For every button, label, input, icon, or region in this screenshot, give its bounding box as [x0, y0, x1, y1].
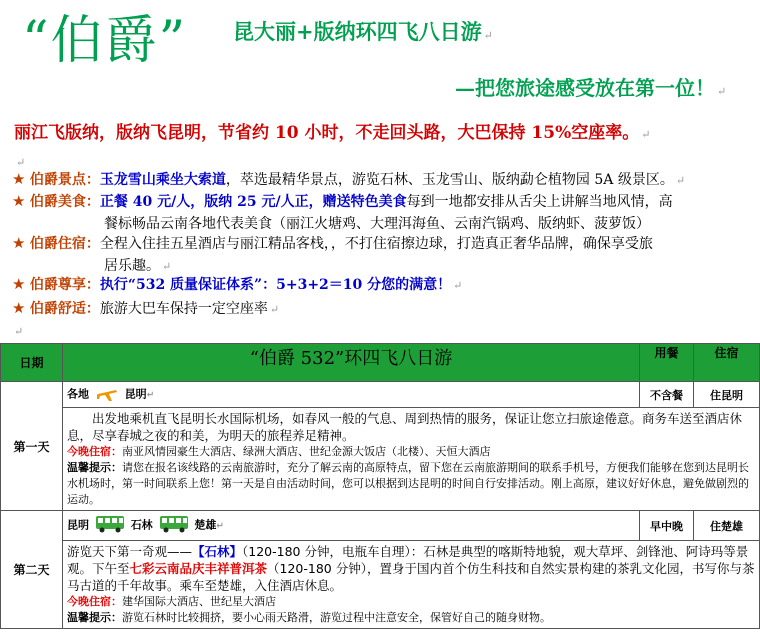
- header-meal: 用餐: [640, 344, 694, 382]
- day-description: 出发地乘机直飞昆明长水国际机场，如春风一般的气息、周到热情的服务，保证让您立扫旅途倦意。商务车送至酒店休息，尽享春城之夜的和美，为明天的旅程养足精神。: [67, 411, 743, 443]
- return-mark-icon: ↵: [483, 29, 493, 42]
- plane-icon: [96, 384, 118, 405]
- day-description: 游览天下第一奇观——【石林】（120-180 分钟，电瓶车自理）：石林是典型的喀斯特地貌，观大草坪、剑锋池、阿诗玛等景观。下午至七彩云南品庆丰祥普洱茶（120-180 分钟），置身于国内首个仿生科技和自然实景构建的茶乳文化园，书写你与茶马古道的千年故事。乘车至楚雄，入住酒店休息。: [67, 544, 755, 593]
- table-row: [1, 382, 760, 408]
- table-row: [1, 408, 760, 511]
- star-icon: ★: [12, 234, 26, 252]
- header-date: 日期: [1, 344, 63, 382]
- star-icon: ★: [12, 170, 26, 188]
- feature-stay: ★ 伯爵住宿：全程入住挂五星酒店与丽江精品客栈，，不打住宿擦边球，打造真正奢华品牌，确保享受旅 居乐趣。 ↵: [12, 234, 653, 274]
- itinerary-table: [0, 343, 760, 629]
- slogan: —把您旅途感受放在第一位！ ↵: [455, 76, 727, 100]
- table-row: [1, 511, 760, 541]
- day-hotel: 今晚住宿：建华国际大酒店、世纪星大酒店: [67, 595, 276, 608]
- header-title: “伯爵 532”环四飞八日游: [63, 344, 640, 382]
- brand-logo-text: “伯爵”: [22, 11, 188, 71]
- bus-icon: [159, 514, 189, 537]
- feature-comfort: ★ 伯爵舒适：旅游大巴车保持一定空座率 ↵: [12, 299, 280, 317]
- day-label: 第二天: [1, 511, 63, 629]
- day-stay: 住楚雄: [694, 511, 760, 541]
- return-mark-icon: ↵: [717, 85, 727, 98]
- star-icon: ★: [12, 192, 26, 210]
- day-tip: 温馨提示：游览石林时比较拥挤，要小心雨天路滑，游览过程中注意安全，保管好自己的随身财物。: [67, 611, 551, 624]
- table-row: [1, 541, 760, 629]
- day-meal: 不含餐: [640, 382, 694, 408]
- blank-line: ↵: [14, 325, 24, 338]
- return-mark-icon: ↵: [16, 156, 26, 169]
- feature-exclusive: ★ 伯爵尊享：执行“532 质量保证体系”：5+3+2＝10 分您的满意！ ↵: [12, 275, 463, 293]
- route-note: 丽江飞版纳，版纳飞昆明，节省约 10 小时，不走回头路，大巴保持 15%空座率。 ↵: [14, 123, 651, 143]
- day-meal: 早中晚: [640, 511, 694, 541]
- bus-icon: [95, 514, 125, 537]
- day-content: [63, 408, 760, 511]
- day-route: 各地 昆明↵: [63, 382, 640, 408]
- day-tip: 温馨提示：请您在报名该线路的云南旅游时，充分了解云南的高原特点，留下您在云南旅游期间的联系手机号，方便我们能够在您到达昆明长水机场时，第一时间联系上您！第一天是自由活动时间，您可以根据到达昆明的时间自行安排活动。刚上高原，建议好好休息，避免做剧烈的运动。: [67, 461, 749, 506]
- day-label: 第一天: [1, 382, 63, 511]
- day-content: [63, 541, 760, 629]
- return-mark-icon: ↵: [641, 128, 651, 141]
- star-icon: ★: [12, 299, 26, 317]
- page-title: 昆大丽+版纳环四飞八日游 ↵: [233, 19, 493, 44]
- header-stay: 住宿: [694, 344, 760, 382]
- day-hotel: 今晚住宿：南亚风情园豪生大酒店、绿洲大酒店、世纪金源大饭店（北楼）、天恒大酒店: [67, 445, 491, 458]
- table-header-row: [1, 344, 760, 382]
- feature-scenic: ★ 伯爵景点：玉龙雪山乘坐大索道，萃选最精华景点，游览石林、玉龙雪山、版纳勐仑植物园 5A 级景区。 ↵: [12, 170, 686, 188]
- day-route: 昆明 石林 楚雄↵: [63, 511, 640, 541]
- day-stay: 住昆明: [694, 382, 760, 408]
- feature-food: ★ 伯爵美食：正餐 40 元/人，版纳 25 元/人正，赠送特色美食每到一地都安排从舌尖上讲解当地风情，高 餐标畅品云南各地代表美食（丽江火塘鸡、大理洱海鱼、云南汽锅鸡、版纳虾、菠萝饭）: [12, 192, 673, 232]
- star-icon: ★: [12, 275, 26, 293]
